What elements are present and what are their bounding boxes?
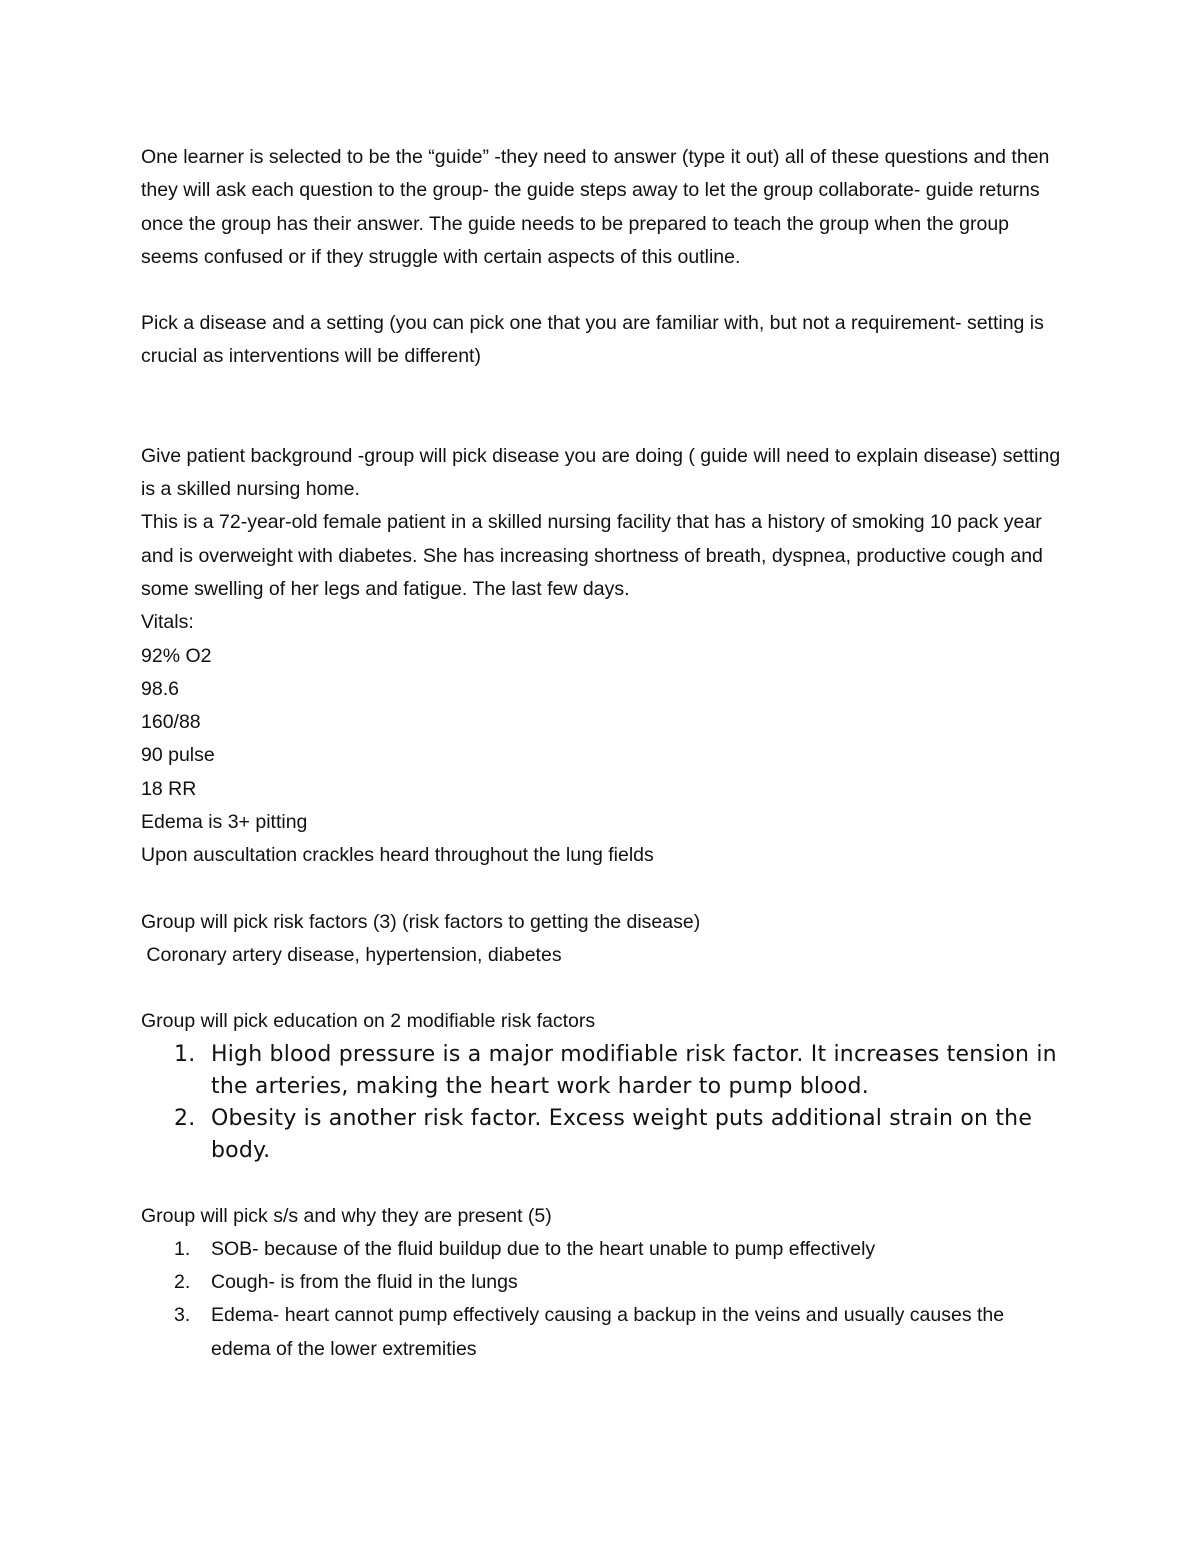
education-list [141, 1039, 1061, 1167]
spacer [141, 274, 1061, 307]
signs-list [141, 1233, 1061, 1366]
list-item [141, 1266, 1061, 1299]
education-heading: Group will pick education on 2 modifiable risk factors [141, 1010, 596, 1033]
list-item-text: Obesity is another risk factor. Excess weight puts additional strain on the body. [211, 1105, 1033, 1163]
signs-heading: Group will pick s/s and why they are present (5) [141, 1204, 552, 1227]
spacer [141, 972, 1061, 1005]
spacer [141, 374, 1061, 440]
list-number: 1. [174, 1237, 191, 1260]
list-item [141, 1103, 1061, 1167]
list-item-text: High blood pressure is a major modifiable risk factor. It increases tension in the arteries, making the heart work harder to pump blood. [211, 1041, 1057, 1099]
patient-case: This is a 72-year-old female patient in a skilled nursing facility that has a history of smoking 10 pack year and is overweight with diabetes. She has increasing shortness of breath, dyspnea, productive cough and some swelling of her legs and fatigue. The last few days. [141, 511, 1043, 600]
spacer [141, 1167, 1061, 1200]
edema-finding: Edema is 3+ pitting [141, 811, 308, 834]
list-item-text: SOB- because of the fluid buildup due to the heart unable to pump effectively [211, 1237, 876, 1260]
vital-temperature: 98.6 [141, 677, 179, 700]
vital-blood-pressure: 160/88 [141, 711, 201, 734]
list-item-text: Cough- is from the fluid in the lungs [211, 1271, 518, 1294]
background-instruction: Give patient background -group will pick disease you are doing ( guide will need to explain disease) setting is a skilled nursing home. [141, 444, 1061, 501]
auscultation-finding: Upon auscultation crackles heard throughout the lung fields [141, 844, 654, 867]
risk-factors-answer: Coronary artery disease, hypertension, diabetes [141, 943, 562, 966]
vital-respiratory-rate: 18 RR [141, 777, 197, 800]
vitals-label: Vitals: [141, 611, 194, 634]
list-number: 3. [174, 1304, 191, 1327]
vital-oxygen: 92% O2 [141, 644, 212, 667]
list-number: 2. [174, 1271, 191, 1294]
vital-pulse: 90 pulse [141, 744, 215, 767]
risk-factors-heading: Group will pick risk factors (3) (risk factors to getting the disease) [141, 910, 701, 933]
list-item [141, 1039, 1061, 1103]
document-body [141, 141, 1061, 1366]
list-item-text: Edema- heart cannot pump effectively causing a backup in the veins and usually causes the edema of the lower extremities [211, 1304, 1005, 1360]
list-item [141, 1299, 1061, 1366]
intro-paragraph: One learner is selected to be the “guide” -they need to answer (type it out) all of these questions and then they will ask each question to the group- the guide steps away to let the group collaborate- guide returns once the group has their answer. The guide needs to be prepared to teach the group when the group seems confused or if they struggle with certain aspects of this outline. [141, 146, 1050, 268]
spacer [141, 873, 1061, 906]
list-item [141, 1233, 1061, 1266]
pick-disease-paragraph: Pick a disease and a setting (you can pick one that you are familiar with, but not a requirement- setting is crucial as interventions will be different) [141, 312, 1044, 368]
list-number: 2. [174, 1105, 196, 1131]
list-number: 1. [174, 1041, 196, 1067]
